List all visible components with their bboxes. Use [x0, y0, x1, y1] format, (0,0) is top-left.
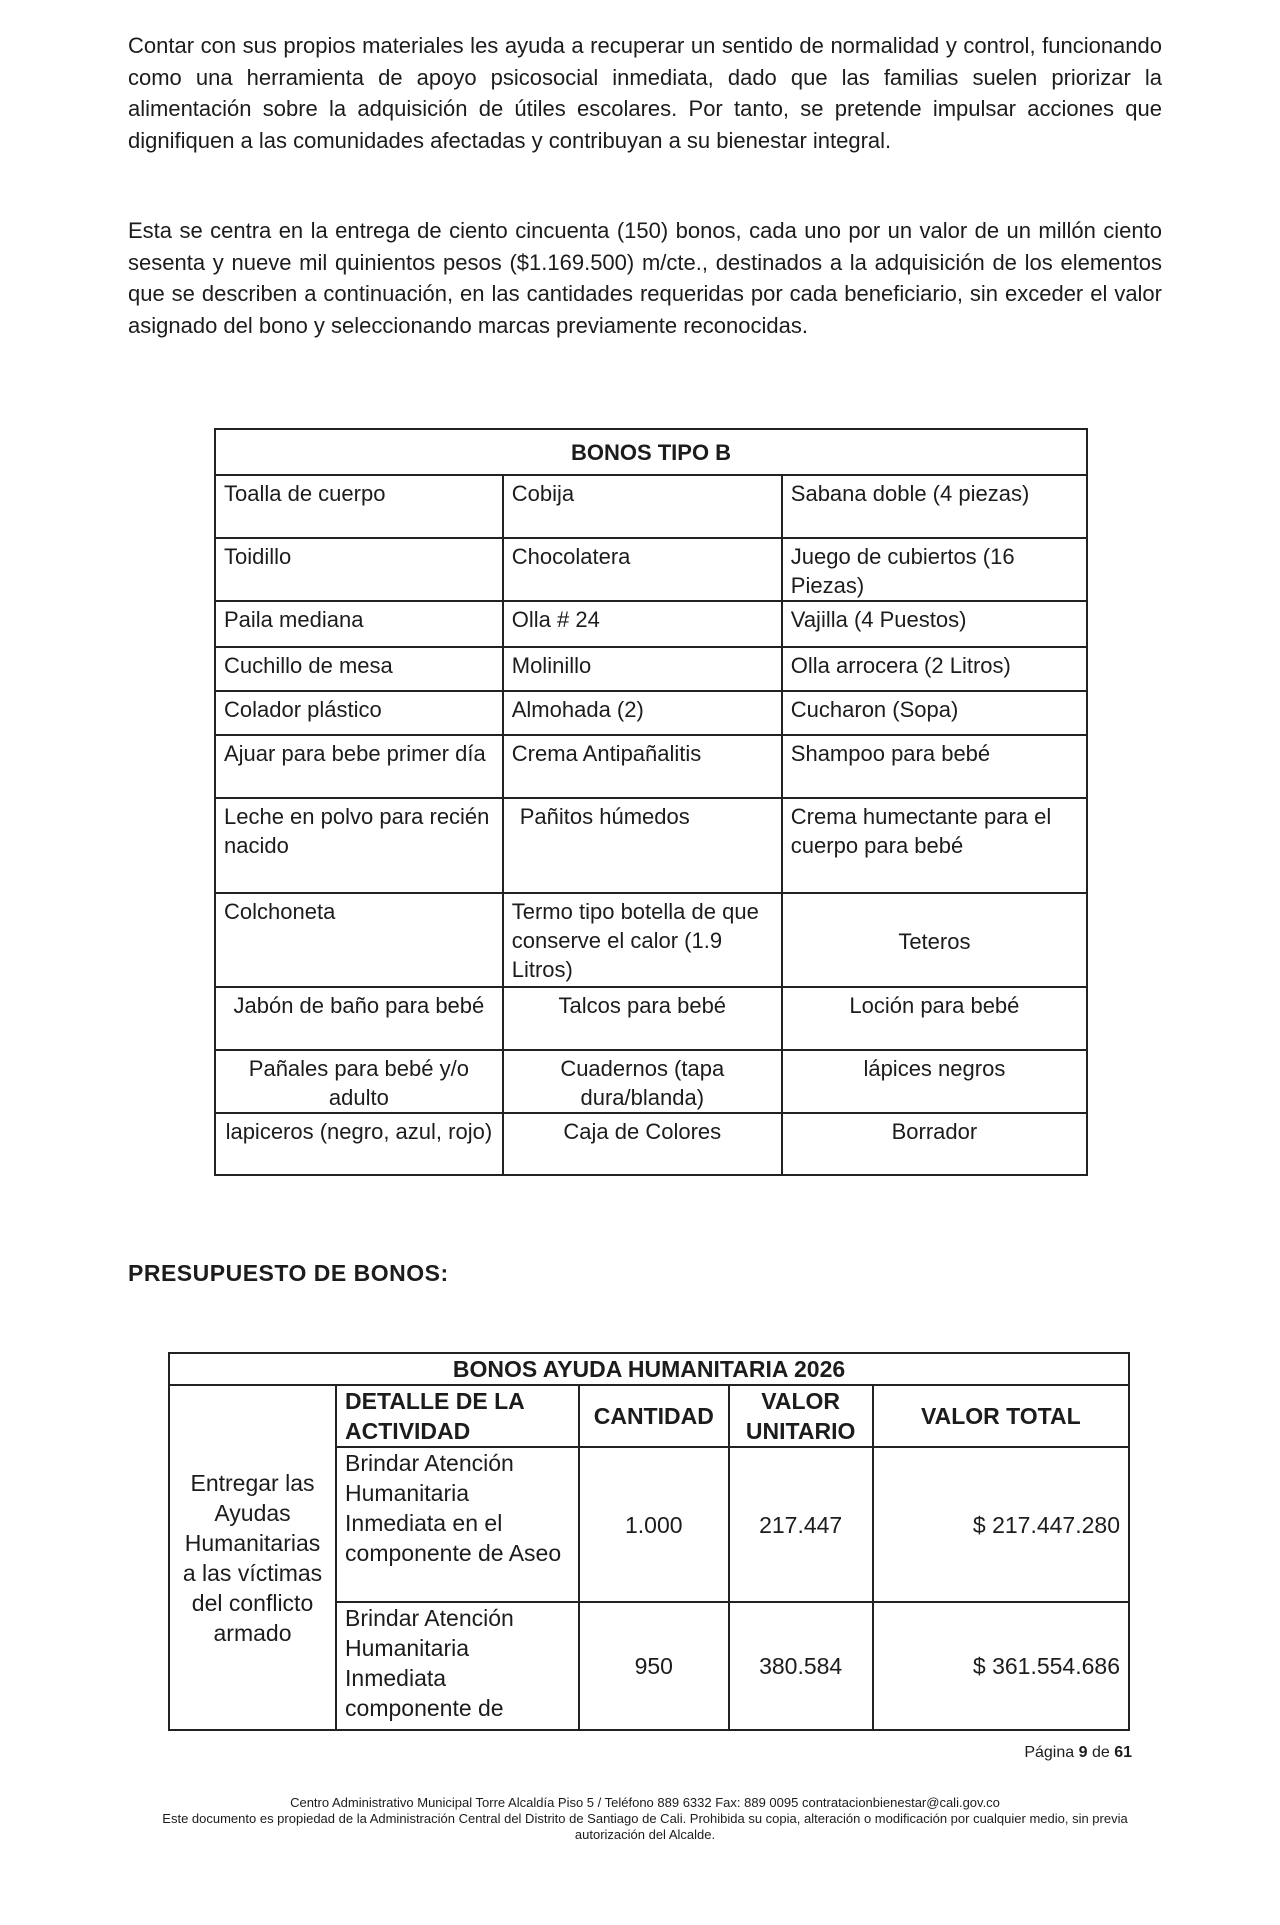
table-cell: Crema Antipañalitis	[503, 735, 782, 798]
page-number-total: 61	[1114, 1744, 1132, 1761]
table-row	[215, 735, 1087, 798]
table-cell: Cobija	[503, 475, 782, 538]
table-cell: Ajuar para bebe primer día	[215, 735, 503, 798]
cantidad-cell: 1.000	[579, 1447, 729, 1602]
detalle-cell: Brindar Atención Humanitaria Inmediata componente de	[336, 1602, 579, 1730]
header-cantidad: CANTIDAD	[579, 1385, 729, 1447]
table-header-row	[169, 1385, 1129, 1447]
header-valor-total: VALOR TOTAL	[873, 1385, 1129, 1447]
table-cell: Pañitos húmedos	[503, 798, 782, 893]
bonos-tipo-b-table	[214, 428, 1088, 1176]
table-cell: Shampoo para bebé	[782, 735, 1087, 798]
table-cell: Leche en polvo para recién nacido	[215, 798, 503, 893]
table-cell: Chocolatera	[503, 538, 782, 601]
header-valor-unitario: VALOR UNITARIO	[729, 1385, 873, 1447]
table-cell: lápices negros	[782, 1050, 1087, 1113]
table-cell: Loción para bebé	[782, 987, 1087, 1050]
table-cell: Toidillo	[215, 538, 503, 601]
table-cell: Cucharon (Sopa)	[782, 691, 1087, 735]
table-cell: Cuchillo de mesa	[215, 647, 503, 691]
section-heading: PRESUPUESTO DE BONOS:	[128, 1260, 449, 1286]
table-cell: Colador plástico	[215, 691, 503, 735]
table-cell: Vajilla (4 Puestos)	[782, 601, 1087, 647]
table-row	[215, 987, 1087, 1050]
table-row	[215, 1050, 1087, 1113]
table-row	[215, 601, 1087, 647]
valor-unitario-cell: 217.447	[729, 1447, 873, 1602]
detalle-cell: Brindar Atención Humanitaria Inmediata en el componente de Aseo	[336, 1447, 579, 1602]
table-cell: Teteros	[782, 893, 1087, 987]
table-cell: Colchoneta	[215, 893, 503, 987]
page-number-prefix: Página	[1024, 1744, 1075, 1761]
table-row	[215, 538, 1087, 601]
table-cell: Molinillo	[503, 647, 782, 691]
table-cell: lapiceros (negro, azul, rojo)	[215, 1113, 503, 1175]
objective-cell: Entregar las Ayudas Humanitarias a las víctimas del conflicto armado	[169, 1385, 336, 1730]
footer-disclaimer: Este documento es propiedad de la Administración Central del Distrito de Santiago de Cali. Prohibida su copia, alteración o modificación por cualquier medio, sin previa autorización del Alcalde.	[162, 1811, 1128, 1842]
table-cell: Jabón de baño para bebé	[215, 987, 503, 1050]
valor-total-cell: $ 217.447.280	[873, 1447, 1129, 1602]
page-number	[1024, 1744, 1132, 1762]
table-cell: Termo tipo botella de que conserve el calor (1.9 Litros)	[503, 893, 782, 987]
table-row	[215, 647, 1087, 691]
table-cell: Crema humectante para el cuerpo para bebé	[782, 798, 1087, 893]
table-cell: Juego de cubiertos (16 Piezas)	[782, 538, 1087, 601]
table-cell: Paila mediana	[215, 601, 503, 647]
table-cell: Pañales para bebé y/o adulto	[215, 1050, 503, 1113]
page-number-current: 9	[1078, 1744, 1088, 1761]
presupuesto-table	[168, 1352, 1130, 1731]
table-row	[215, 893, 1087, 987]
table-cell: Sabana doble (4 piezas)	[782, 475, 1087, 538]
footer-address: Centro Administrativo Municipal Torre Alcaldía Piso 5 / Teléfono 889 6332 Fax: 889 0095 contratacionbienestar@cali.gov.co	[290, 1795, 1000, 1810]
valor-unitario-cell: 380.584	[729, 1602, 873, 1730]
table-title-row	[215, 429, 1087, 475]
table-cell: Caja de Colores	[503, 1113, 782, 1175]
table-row	[215, 1113, 1087, 1175]
table-title: BONOS TIPO B	[215, 429, 1087, 475]
page-number-sep: de	[1091, 1744, 1110, 1761]
table-cell: Almohada (2)	[503, 691, 782, 735]
paragraph-2: Esta se centra en la entrega de ciento cincuenta (150) bonos, cada uno por un valor de un millón ciento sesenta y nueve mil quinientos pesos ($1.169.500) m/cte., destinados a la adquisición de los elementos que se describen a continuación, en las cantidades requeridas por cada beneficiario, sin exceder el valor asignado del bono y seleccionando marcas previamente reconocidas.	[128, 218, 1162, 338]
table-cell: Toalla de cuerpo	[215, 475, 503, 538]
table-cell: Olla # 24	[503, 601, 782, 647]
table-row	[215, 691, 1087, 735]
table-title-row	[169, 1353, 1129, 1385]
table-cell: Cuadernos (tapa dura/blanda)	[503, 1050, 782, 1113]
header-detalle: DETALLE DE LA ACTIVIDAD	[336, 1385, 579, 1447]
paragraph-1: Contar con sus propios materiales les ayuda a recuperar un sentido de normalidad y control, funcionando como una herramienta de apoyo psicosocial inmediata, dado que las familias suelen priorizar la alimentación sobre la adquisición de útiles escolares. Por tanto, se pretende impulsar acciones que dignifiquen a las comunidades afectadas y contribuyan a su bienestar integral.	[128, 33, 1162, 153]
table-row	[215, 798, 1087, 893]
table-row	[215, 475, 1087, 538]
valor-total-cell: $ 361.554.686	[873, 1602, 1129, 1730]
table-cell: Talcos para bebé	[503, 987, 782, 1050]
table-title: BONOS AYUDA HUMANITARIA 2026	[169, 1353, 1129, 1385]
table-cell: Borrador	[782, 1113, 1087, 1175]
page-footer	[150, 1795, 1140, 1843]
table-cell: Olla arrocera (2 Litros)	[782, 647, 1087, 691]
cantidad-cell: 950	[579, 1602, 729, 1730]
